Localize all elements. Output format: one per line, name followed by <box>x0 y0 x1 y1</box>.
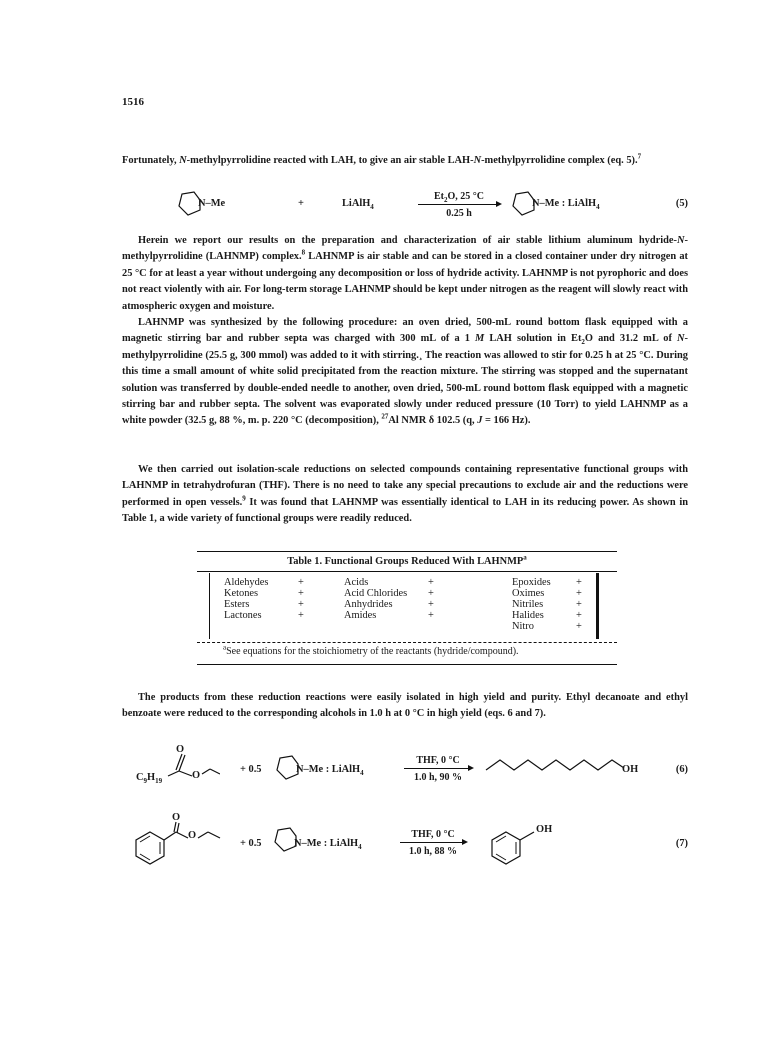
eq6-ester-o: O <box>192 770 201 781</box>
eq6-alkyl-h: H <box>147 772 156 783</box>
eq6-cond-bottom: 1.0 h, 90 % <box>413 772 463 783</box>
footnote-text: See equations for the stoichiometry of the reactants (hydride/compound). <box>226 646 519 657</box>
table-title <box>197 553 617 567</box>
table-reference: Table 1 <box>122 513 155 525</box>
reaction-arrow-icon <box>418 204 500 205</box>
para4-text: The products from these reduction reactions were easily isolated in high yield and purity. Ethyl decanoate and ethyl benzoate were reduced to the corresponding alcohols in 1.0 h at 0 °C in high yield (eqs. 6 and 7). <box>122 692 688 720</box>
table-mark: + <box>576 588 582 599</box>
eq5-reactant2-sub: 4 <box>370 203 374 212</box>
eq7-product-oh: OH <box>536 824 553 835</box>
table-cell: Nitriles <box>512 599 544 610</box>
intro-italic: N <box>179 155 187 166</box>
para2-text: LAH solution in Et <box>484 333 582 345</box>
table-mark: + <box>298 577 304 588</box>
table-cell: Anhydrides <box>344 599 393 610</box>
eq6-plus: + 0.5 <box>240 764 262 775</box>
table-cell: Aldehydes <box>224 577 269 588</box>
table-mark: + <box>576 577 582 588</box>
para2-text: O and 31.2 mL of <box>584 333 677 345</box>
table-box <box>209 573 599 639</box>
table-cell: Acid Chlorides <box>344 588 408 599</box>
eq5-cond-top-b: O, 25 °C <box>447 191 484 202</box>
para2-sub: 2 <box>581 338 585 347</box>
eq6-carbonyl-o: O <box>176 744 185 755</box>
eq7-plus: + 0.5 <box>240 838 262 849</box>
para2-text: -methylpyrrolidine (25.5 g, 300 mmol) was added to it with stirring.¸ The reaction was allowed to stir for 0.25 h at 25 °C. During this time a small amount of white solid precipitated from the reaction mixture. The stirring was stopped and the supernatant solution was transferred by double-ended needle to another, oven dried, 500-mL round bottom flask equipped with a magnetic stirring bar and rubber septa. The solvent was evaporated slowly under reduced pressure (10 Torr) to yield LAHNMP as a white powder (32.5 g, 88 %, m. p. 220 °C (decomposition), <box>122 333 688 427</box>
eq6-conditions <box>404 755 472 783</box>
table-top-rule <box>197 551 617 552</box>
table-cell: Oximes <box>512 588 545 599</box>
paragraph-herein <box>122 233 688 315</box>
eq5-cond-top-a: Et <box>434 191 444 202</box>
reference-mark: 9 <box>242 494 246 503</box>
eq5-product-sub: 4 <box>596 203 600 212</box>
eq6-reagent-sub: 4 <box>360 769 364 778</box>
eq7-carbonyl-o: O <box>172 812 181 823</box>
table-col2 <box>344 577 407 621</box>
para2-text: LAHNMP was synthesized by the following procedure: an oven dried, 500-mL round bottom flask equipped with a magnetic stirring bar and rubber septa was charged with 300 mL of a 1 <box>122 317 688 345</box>
eq5-reactant1: N–Me <box>198 198 226 209</box>
paragraph-products <box>122 690 688 723</box>
para1-text: Herein we report our results on the preparation and characterization of air stable lithium aluminum hydride- <box>138 235 678 246</box>
intro-paragraph <box>122 153 688 169</box>
reference-mark: 7 <box>637 152 642 161</box>
para2-italic: M <box>475 333 485 345</box>
table-bottom-rule <box>197 642 617 643</box>
eq5-plus: + <box>298 198 304 209</box>
equation-5 <box>122 190 688 224</box>
eq7-cond-bottom: 1.0 h, 88 % <box>408 846 458 857</box>
reaction-arrow-icon <box>400 842 466 843</box>
eq7-reagent-main: N–Me : LiAlH <box>294 838 359 849</box>
eq7-reagent <box>294 838 362 852</box>
eq6-reagent-main: N–Me : LiAlH <box>296 764 361 775</box>
para2-text: Al NMR δ 102.5 (q, <box>388 415 478 427</box>
eq6-alkyl-sub2: 19 <box>155 777 163 786</box>
para2-sup: 27 <box>381 412 389 421</box>
para2-italic: N <box>677 333 685 345</box>
reference-mark: 8 <box>301 248 306 257</box>
table-cell: Amides <box>344 610 377 621</box>
eq5-reactant2 <box>342 198 374 212</box>
equation-7 <box>122 812 688 882</box>
table-mark: + <box>298 610 304 621</box>
intro-italic: N <box>473 155 482 166</box>
equation-number: (7) <box>675 838 688 849</box>
table-mark: + <box>576 599 582 610</box>
table-col3-marks <box>576 577 582 632</box>
eq5-reactant2-main: LiAlH <box>342 198 371 209</box>
intro-text: Fortunately, <box>122 155 180 166</box>
eq6-product-oh: OH <box>622 764 639 775</box>
eq6-alkyl-sub1: 9 <box>143 777 148 786</box>
eq6-alkyl-c: C <box>136 772 144 783</box>
eq7-conditions <box>400 829 466 857</box>
eq5-product-main: N–Me : LiAlH <box>532 198 597 209</box>
para3-text: , a wide variety of functional groups were readily reduced. <box>154 513 412 525</box>
paragraph-reductions <box>122 462 688 528</box>
table-cell: Epoxides <box>512 577 551 588</box>
eq5-cond-top <box>418 191 500 202</box>
equation-number: (6) <box>675 764 688 775</box>
table-cell: Acids <box>344 577 369 588</box>
footnote-sup: a <box>223 643 227 652</box>
table-cell: Nitro <box>512 621 534 632</box>
table-cell: Esters <box>224 599 250 610</box>
table-mark: + <box>428 588 434 599</box>
para3-text: It was found that LAHNMP was essentially identical to LAH in its reducing power. As shown in <box>245 496 688 508</box>
table-title-rule <box>197 571 617 572</box>
equation-6 <box>122 742 688 804</box>
eq6-cond-top: THF, 0 °C <box>416 755 460 766</box>
table-cell: Halides <box>512 610 544 621</box>
page-number: 1516 <box>122 96 144 108</box>
decanol-chain-icon <box>484 754 634 780</box>
eq5-cond-bottom: 0.25 h <box>446 208 472 219</box>
table-mark: + <box>428 577 434 588</box>
para3-text: We then carried out isolation-scale reductions on selected compounds containing representative functional groups with LAHNMP in tetrahydrofuran (THF). There is no need to take any special precautions to exclude air and the reductions were performed in open vessels. <box>122 464 688 508</box>
table-title-text: Table 1. Functional Groups Reduced With LAHNMP <box>287 556 524 567</box>
para2-text: = 166 Hz). <box>482 415 531 427</box>
eq5-product <box>532 198 600 212</box>
table-cell: Ketones <box>224 588 259 599</box>
eq7-cond-top: THF, 0 °C <box>411 829 455 840</box>
para1-text: -methylpyrrolidine (LAHNMP) complex. <box>122 235 688 263</box>
eq7-reagent-sub: 4 <box>358 843 362 852</box>
table-col1 <box>224 577 268 621</box>
table-mark: + <box>576 610 582 621</box>
paragraph-synthesis <box>122 315 688 430</box>
table-footnote <box>223 643 519 657</box>
table-col1-marks <box>298 577 304 621</box>
table-cell: Lactones <box>224 610 262 621</box>
table-col2-marks <box>428 577 434 621</box>
eq6-alkyl <box>136 772 163 786</box>
table-title-sup: a <box>523 553 527 562</box>
table-mark: + <box>298 588 304 599</box>
para1-text: LAHNMP is air stable and can be stored in a closed container under dry nitrogen at 25 °C for at least a year without undergoing any decomposition or loss of hydride activity. LAHNMP is not pyrophoric and does not react violently with air. For long-term storage LAHNMP should be kept under nitrogen as the reagent will slowly react with atmospheric oxygen and moisture. <box>122 251 688 312</box>
table-mark: + <box>428 599 434 610</box>
equation-number: (5) <box>675 198 688 209</box>
eq5-cond-top-sub: 2 <box>444 196 448 204</box>
table-col3 <box>512 577 551 632</box>
para2-italic: J <box>477 415 483 427</box>
eq7-ester-o: O <box>188 830 197 841</box>
table-mark: + <box>576 621 582 632</box>
table-mark: + <box>298 599 304 610</box>
eq5-conditions <box>418 191 500 219</box>
ethyl-benzoate-icon <box>128 820 226 874</box>
intro-text: -methylpyrrolidine reacted with LAH, to give an air stable LAH- <box>186 155 474 166</box>
table-end-rule <box>197 664 617 665</box>
intro-text: -methylpyrrolidine complex (eq. 5). <box>481 155 638 166</box>
eq6-reagent <box>296 764 364 778</box>
table-mark: + <box>428 610 434 621</box>
para1-italic: N <box>677 235 685 246</box>
reaction-arrow-icon <box>404 768 472 769</box>
